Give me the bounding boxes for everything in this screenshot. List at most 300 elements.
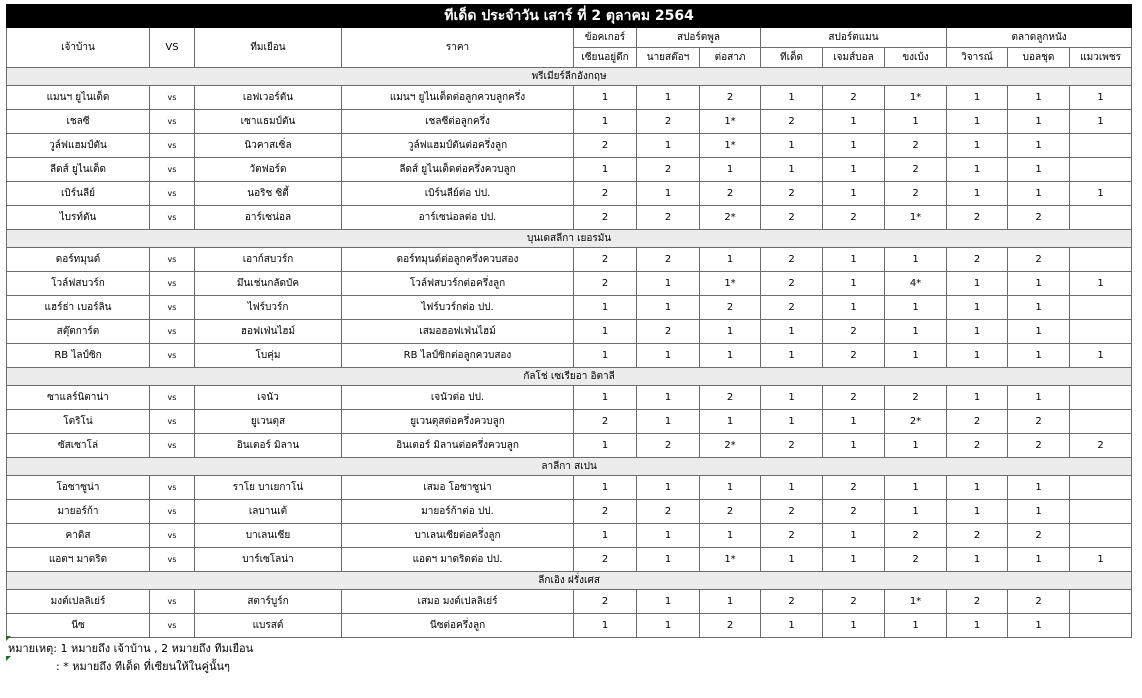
pick-cell: 1 [574, 320, 637, 344]
table-row [7, 500, 1132, 524]
pick-cell: 1 [1008, 158, 1070, 182]
pick-cell: 1* [700, 110, 761, 134]
pick-cell [1070, 248, 1132, 272]
pick-cell: 1 [885, 476, 947, 500]
pick-cell [1070, 524, 1132, 548]
pick-cell: 1* [885, 86, 947, 110]
table-row [7, 320, 1132, 344]
pick-cell: 1 [1008, 182, 1070, 206]
pick-cell: 1 [1070, 344, 1132, 368]
pick-cell: 1 [885, 434, 947, 458]
price: ไฟร์บวร์กต่อ ปป. [342, 296, 574, 320]
league-name: ลาลีกา สเปน [7, 458, 1132, 476]
pick-cell: 2 [823, 386, 885, 410]
pick-cell: 2 [823, 344, 885, 368]
pick-cell: 2 [700, 500, 761, 524]
price: แมนฯ ยูไนเต็ดต่อลูกควบลูกครึ่ง [342, 86, 574, 110]
pick-cell: 1 [761, 410, 823, 434]
pick-cell: 2* [885, 410, 947, 434]
away-team: วัตฟอร์ด [195, 158, 342, 182]
home-team: แมนฯ ยูไนเต็ด [7, 86, 150, 110]
vs-label: vs [150, 434, 195, 458]
pick-cell: 2 [885, 548, 947, 572]
pick-cell: 2* [700, 434, 761, 458]
table-row [7, 344, 1132, 368]
pick-cell: 1 [700, 590, 761, 614]
pick-cell: 2 [761, 500, 823, 524]
pick-cell: 1 [823, 434, 885, 458]
pick-cell: 1 [637, 272, 700, 296]
header-expert-4: เจมส์บอล [823, 48, 885, 68]
league-row [7, 572, 1132, 590]
table-row [7, 590, 1132, 614]
pick-cell: 2 [761, 182, 823, 206]
pick-cell: 2 [700, 86, 761, 110]
pick-cell: 2 [761, 296, 823, 320]
pick-cell: 2 [574, 206, 637, 230]
header-expert-5: ขงเบ้ง [885, 48, 947, 68]
pick-cell: 1 [761, 158, 823, 182]
pick-cell: 1 [761, 134, 823, 158]
league-name: พรีเมียร์ลีกอังกฤษ [7, 68, 1132, 86]
header-group-soccer: ข้อคเกอร์ [574, 28, 637, 48]
table-row [7, 86, 1132, 110]
pick-cell: 1 [761, 320, 823, 344]
table-row [7, 410, 1132, 434]
pick-cell: 2 [761, 248, 823, 272]
vs-label: vs [150, 182, 195, 206]
pick-cell: 1 [823, 182, 885, 206]
pick-cell: 1 [1070, 110, 1132, 134]
table-row [7, 434, 1132, 458]
pick-cell: 2 [947, 590, 1008, 614]
price: ลีดส์ ยูไนเต็ดต่อครึ่งควบลูก [342, 158, 574, 182]
header-group-sportman: สปอร์ตแมน [761, 28, 947, 48]
pick-cell [1070, 590, 1132, 614]
pick-cell: 1 [761, 548, 823, 572]
home-team: ซัสเซาโล่ [7, 434, 150, 458]
pick-cell: 2 [1008, 434, 1070, 458]
pick-cell: 2 [574, 272, 637, 296]
pick-cell: 1 [823, 248, 885, 272]
vs-label: vs [150, 206, 195, 230]
table-row [7, 386, 1132, 410]
vs-label: vs [150, 548, 195, 572]
pick-cell: 2 [574, 548, 637, 572]
page-title: ทีเด็ด ประจำวัน เสาร์ ที่ 2 ตุลาคม 2564 [7, 5, 1132, 28]
pick-cell: 1 [700, 344, 761, 368]
pick-cell: 1 [637, 344, 700, 368]
home-team: เบิร์นลีย์ [7, 182, 150, 206]
pick-cell: 2 [823, 206, 885, 230]
pick-cell: 1 [1070, 548, 1132, 572]
pick-cell: 2 [947, 206, 1008, 230]
pick-cell [1070, 134, 1132, 158]
pick-cell: 1 [885, 110, 947, 134]
home-team: ไบรท์ตัน [7, 206, 150, 230]
pick-cell: 1 [823, 548, 885, 572]
pick-cell: 1 [761, 476, 823, 500]
pick-cell: 1 [637, 182, 700, 206]
pick-cell: 1 [700, 524, 761, 548]
league-row [7, 368, 1132, 386]
pick-cell: 1 [1008, 476, 1070, 500]
vs-label: vs [150, 134, 195, 158]
pick-cell: 1 [637, 410, 700, 434]
pick-cell: 2 [574, 248, 637, 272]
note-line-2: : * หมายถึง ทีเด็ด ที่เซียนให้ในคู่นั้นๆ [56, 660, 230, 673]
pick-cell: 2 [885, 182, 947, 206]
pick-cell: 2 [885, 134, 947, 158]
pick-cell: 1 [574, 476, 637, 500]
pick-cell: 1 [947, 548, 1008, 572]
vs-label: vs [150, 590, 195, 614]
pick-cell: 2 [700, 386, 761, 410]
pick-cell: 1* [885, 206, 947, 230]
pick-cell: 1 [947, 86, 1008, 110]
away-team: สตาร์บูร์ก [195, 590, 342, 614]
pick-cell: 2 [823, 320, 885, 344]
table-row [7, 134, 1132, 158]
header-expert-0: เซียนอยู่ดึก [574, 48, 637, 68]
vs-label: vs [150, 524, 195, 548]
pick-cell: 1 [574, 86, 637, 110]
away-team: บาร์เซโลน่า [195, 548, 342, 572]
away-team: เลบานเต้ [195, 500, 342, 524]
price: อาร์เซน่อลต่อ ปป. [342, 206, 574, 230]
pick-cell: 1 [574, 434, 637, 458]
home-team: มายอร์ก้า [7, 500, 150, 524]
pick-cell: 2 [761, 272, 823, 296]
pick-cell [1070, 476, 1132, 500]
pick-cell: 1 [885, 500, 947, 524]
home-team: เชลซี [7, 110, 150, 134]
pick-cell: 1 [947, 182, 1008, 206]
header-expert-6: วิจารณ์ [947, 48, 1008, 68]
pick-cell: 1 [1070, 272, 1132, 296]
pick-cell: 1 [1008, 614, 1070, 638]
pick-cell: 1 [823, 110, 885, 134]
header-group-sportpool: สปอร์ตพูล [637, 28, 761, 48]
pick-cell: 2 [637, 248, 700, 272]
pick-cell: 1 [574, 344, 637, 368]
pick-cell: 1 [574, 296, 637, 320]
pick-cell: 1 [574, 614, 637, 638]
pick-cell: 1 [637, 476, 700, 500]
vs-label: vs [150, 500, 195, 524]
tips-sheet [6, 4, 1131, 638]
price: นีซต่อครึ่งลูก [342, 614, 574, 638]
vs-label: vs [150, 476, 195, 500]
pick-cell: 2 [1008, 590, 1070, 614]
table-row [7, 296, 1132, 320]
away-team: มึนเช่นกลัดบัค [195, 272, 342, 296]
pick-cell: 1 [700, 476, 761, 500]
pick-cell: 2 [700, 296, 761, 320]
away-team: เจนัว [195, 386, 342, 410]
pick-cell: 1 [1008, 386, 1070, 410]
pick-cell: 1 [947, 296, 1008, 320]
pick-cell: 2 [823, 500, 885, 524]
pick-cell: 2 [574, 500, 637, 524]
table-row [7, 272, 1132, 296]
pick-cell: 1 [947, 344, 1008, 368]
pick-cell [1070, 158, 1132, 182]
table-row [7, 206, 1132, 230]
header-expert-3: ทีเด็ด [761, 48, 823, 68]
price: เสมอ โอซาซูน่า [342, 476, 574, 500]
price: อินเตอร์ มิลานต่อครึ่งควบลูก [342, 434, 574, 458]
table-row [7, 524, 1132, 548]
pick-cell: 1* [700, 134, 761, 158]
pick-cell: 1 [637, 134, 700, 158]
league-row [7, 458, 1132, 476]
pick-cell: 1 [637, 386, 700, 410]
pick-cell: 1 [823, 524, 885, 548]
pick-cell: 2 [823, 476, 885, 500]
pick-cell: 2 [947, 434, 1008, 458]
vs-label: vs [150, 248, 195, 272]
pick-cell [1070, 410, 1132, 434]
header-expert-2: ต่อสาภ [700, 48, 761, 68]
pick-cell: 2 [885, 524, 947, 548]
table-row [7, 182, 1132, 206]
vs-label: vs [150, 110, 195, 134]
pick-cell: 1 [761, 386, 823, 410]
away-team: บาเลนเซีย [195, 524, 342, 548]
vs-label: vs [150, 344, 195, 368]
pick-cell: 1 [637, 296, 700, 320]
pick-cell: 1 [761, 86, 823, 110]
price: เจนัวต่อ ปป. [342, 386, 574, 410]
table-row [7, 476, 1132, 500]
pick-cell: 1 [1070, 182, 1132, 206]
note-line-1: หมายเหตุ: 1 หมายถึง เจ้าบ้าน , 2 หมายถึง ทีมเยือน [8, 642, 254, 655]
pick-cell: 1 [1008, 110, 1070, 134]
pick-cell: 2 [1008, 206, 1070, 230]
pick-cell: 2 [761, 590, 823, 614]
pick-cell: 1 [761, 344, 823, 368]
price: เชลซีต่อลูกครึ่ง [342, 110, 574, 134]
pick-cell: 2 [1008, 248, 1070, 272]
pick-cell: 1 [700, 248, 761, 272]
header-expert-7: บอลชุด [1008, 48, 1070, 68]
pick-cell: 1 [823, 410, 885, 434]
league-row [7, 68, 1132, 86]
pick-cell [1070, 614, 1132, 638]
away-team: ยูเวนตุส [195, 410, 342, 434]
league-name: บุนเดสลีกา เยอรมัน [7, 230, 1132, 248]
table-row [7, 110, 1132, 134]
pick-cell: 1* [700, 272, 761, 296]
pick-cell: 1 [947, 614, 1008, 638]
pick-cell: 1 [574, 158, 637, 182]
price: บาเลนเซียต่อครึ่งลูก [342, 524, 574, 548]
pick-cell: 1 [637, 548, 700, 572]
home-team: ลีดส์ ยูไนเต็ด [7, 158, 150, 182]
pick-cell: 2 [947, 248, 1008, 272]
pick-cell: 2 [823, 86, 885, 110]
pick-cell: 2 [823, 590, 885, 614]
pick-cell: 1 [885, 296, 947, 320]
pick-cell: 1 [1070, 86, 1132, 110]
league-row [7, 230, 1132, 248]
tips-table [6, 4, 1132, 638]
away-team: ราโย บาเยกาโน่ [195, 476, 342, 500]
vs-label: vs [150, 410, 195, 434]
header-price: ราคา [342, 28, 574, 68]
pick-cell: 2 [761, 206, 823, 230]
pick-cell: 1 [1008, 134, 1070, 158]
pick-cell: 1 [885, 344, 947, 368]
header-expert-8: แมวเพชร [1070, 48, 1132, 68]
away-team: ไฟร์บวร์ก [195, 296, 342, 320]
header-home: เจ้าบ้าน [7, 28, 150, 68]
pick-cell [1070, 206, 1132, 230]
pick-cell: 2 [947, 410, 1008, 434]
pick-cell: 1 [1008, 272, 1070, 296]
pick-cell: 2 [761, 110, 823, 134]
vs-label: vs [150, 272, 195, 296]
pick-cell: 1 [700, 410, 761, 434]
pick-cell: 1 [637, 614, 700, 638]
pick-cell: 1 [1008, 500, 1070, 524]
home-team: มงต์เปลลิเย่ร์ [7, 590, 150, 614]
pick-cell: 2 [574, 182, 637, 206]
price: เบิร์นลีย์ต่อ ปป. [342, 182, 574, 206]
pick-cell: 1 [637, 524, 700, 548]
pick-cell: 1 [1008, 344, 1070, 368]
vs-label: vs [150, 614, 195, 638]
away-team: แบรสต์ [195, 614, 342, 638]
price: เสมอ มงต์เปลลิเย่ร์ [342, 590, 574, 614]
pick-cell: 2 [1008, 410, 1070, 434]
pick-cell: 2 [637, 206, 700, 230]
table-row [7, 614, 1132, 638]
away-team: เซาแธมป์ตัน [195, 110, 342, 134]
pick-cell: 2 [700, 614, 761, 638]
away-team: นอริช ซิตี้ [195, 182, 342, 206]
pick-cell: 1 [823, 614, 885, 638]
home-team: วูล์ฟแฮมป์ตัน [7, 134, 150, 158]
vs-label: vs [150, 158, 195, 182]
notes [8, 640, 253, 676]
pick-cell: 2 [885, 158, 947, 182]
home-team: สตุ๊ตการ์ต [7, 320, 150, 344]
header-vs: VS [150, 28, 195, 68]
pick-cell: 1 [947, 158, 1008, 182]
pick-cell: 2 [574, 410, 637, 434]
away-team: ฮอฟเฟ่นไฮม์ [195, 320, 342, 344]
league-name: ลีกเอิง ฝรั่งเศส [7, 572, 1132, 590]
header-group-market: ตลาดลูกหนัง [947, 28, 1132, 48]
header-away: ทีมเยือน [195, 28, 342, 68]
pick-cell: 1 [947, 320, 1008, 344]
home-team: RB ไลป์ซิก [7, 344, 150, 368]
pick-cell [1070, 296, 1132, 320]
pick-cell: 2 [637, 320, 700, 344]
vs-label: vs [150, 296, 195, 320]
pick-cell: 2 [574, 590, 637, 614]
pick-cell: 2 [761, 524, 823, 548]
pick-cell: 1 [823, 158, 885, 182]
pick-cell [1070, 386, 1132, 410]
pick-cell: 1 [1008, 320, 1070, 344]
table-row [7, 158, 1132, 182]
pick-cell: 1 [1008, 548, 1070, 572]
home-team: แอตฯ มาดริด [7, 548, 150, 572]
home-team: คาดิส [7, 524, 150, 548]
away-team: นิวคาสเซิ่ล [195, 134, 342, 158]
pick-cell: 1* [700, 548, 761, 572]
pick-cell: 1 [885, 320, 947, 344]
away-team: อินเตอร์ มิลาน [195, 434, 342, 458]
pick-cell: 2 [947, 524, 1008, 548]
home-team: ดอร์ทมุนด์ [7, 248, 150, 272]
price: แอตฯ มาดริดต่อ ปป. [342, 548, 574, 572]
price: RB ไลป์ซิกต่อลูกควบสอง [342, 344, 574, 368]
pick-cell: 2 [637, 158, 700, 182]
pick-cell: 1 [1008, 86, 1070, 110]
pick-cell: 2 [1008, 524, 1070, 548]
table-row [7, 548, 1132, 572]
pick-cell: 1 [947, 476, 1008, 500]
pick-cell: 1* [885, 590, 947, 614]
pick-cell: 2 [637, 110, 700, 134]
pick-cell: 1 [947, 272, 1008, 296]
home-team: ซาแลร์นิตาน่า [7, 386, 150, 410]
header-expert-1: นายสต๊อฯ [637, 48, 700, 68]
pick-cell: 1 [574, 524, 637, 548]
pick-cell: 1 [574, 386, 637, 410]
pick-cell: 1 [823, 296, 885, 320]
away-team: โบคุ่ม [195, 344, 342, 368]
pick-cell: 2 [637, 434, 700, 458]
pick-cell: 4* [885, 272, 947, 296]
pick-cell: 1 [574, 110, 637, 134]
away-team: อาร์เซน่อล [195, 206, 342, 230]
away-team: เอาก์สบวร์ก [195, 248, 342, 272]
vs-label: vs [150, 86, 195, 110]
home-team: โวล์ฟสบวร์ก [7, 272, 150, 296]
pick-cell: 1 [637, 86, 700, 110]
pick-cell: 1 [637, 590, 700, 614]
pick-cell: 1 [1008, 296, 1070, 320]
pick-cell: 2 [1070, 434, 1132, 458]
pick-cell: 1 [885, 614, 947, 638]
price: ดอร์ทมุนด์ต่อลูกครึ่งควบสอง [342, 248, 574, 272]
pick-cell: 1 [700, 320, 761, 344]
home-team: โอซาซูน่า [7, 476, 150, 500]
away-team: เอฟเวอร์ตัน [195, 86, 342, 110]
pick-cell: 2* [700, 206, 761, 230]
pick-cell: 2 [574, 134, 637, 158]
pick-cell: 2 [885, 386, 947, 410]
pick-cell: 1 [823, 134, 885, 158]
price: เสมอฮอฟเฟ่นไฮม์ [342, 320, 574, 344]
price: มายอร์ก้าต่อ ปป. [342, 500, 574, 524]
pick-cell [1070, 500, 1132, 524]
pick-cell: 1 [761, 614, 823, 638]
pick-cell: 2 [761, 434, 823, 458]
vs-label: vs [150, 386, 195, 410]
home-team: นีซ [7, 614, 150, 638]
pick-cell: 1 [885, 248, 947, 272]
pick-cell [1070, 320, 1132, 344]
pick-cell: 2 [700, 182, 761, 206]
pick-cell: 1 [947, 134, 1008, 158]
pick-cell: 1 [700, 158, 761, 182]
